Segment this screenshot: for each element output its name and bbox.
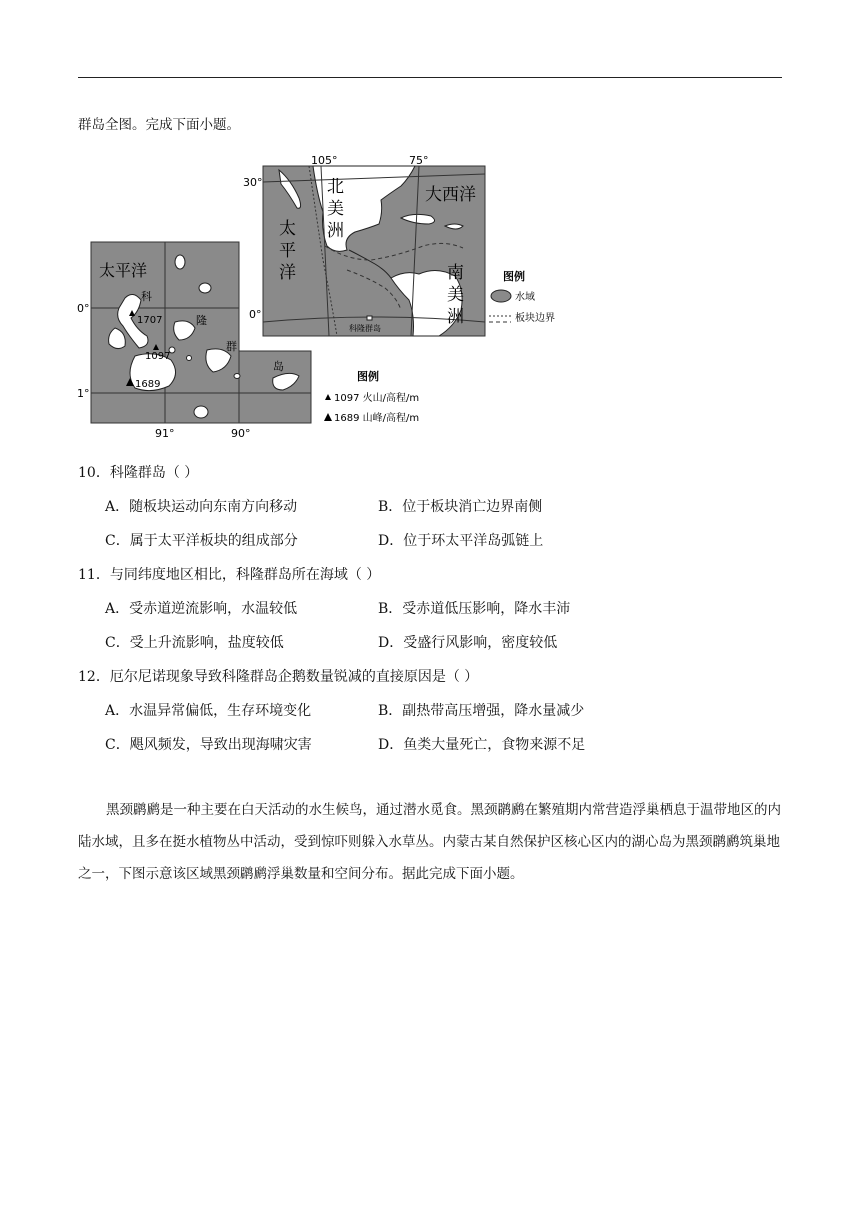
legend-right bbox=[489, 269, 555, 324]
legend-volcano: 1097 火山/高程/m bbox=[334, 393, 420, 404]
question-11: 11．与同纬度地区相比，科隆群岛所在海域（ ） bbox=[78, 567, 381, 583]
q10-option-a: A．随板块运动向东南方向移动 bbox=[105, 499, 298, 515]
q12-option-d: D．鱼类大量死亡，食物来源不足 bbox=[378, 737, 586, 753]
legend-plate: 板块边界 bbox=[515, 313, 555, 324]
q12-option-c: C．飓风频发，导致出现海啸灾害 bbox=[105, 737, 312, 753]
label-sa-3: 洲 bbox=[447, 307, 464, 327]
label-lon-90: 90° bbox=[231, 427, 251, 440]
label-ke: 科 bbox=[141, 290, 152, 303]
label-1097: 1097 bbox=[145, 351, 171, 362]
label-na-2: 美 bbox=[327, 199, 344, 219]
label-lon-75: 75° bbox=[409, 154, 429, 167]
galapagos-map-figure bbox=[77, 150, 565, 440]
label-sa-2: 美 bbox=[447, 285, 464, 305]
intro-text: 群岛全图。完成下面小题。 bbox=[78, 117, 240, 133]
q11-option-a: A．受赤道逆流影响，水温较低 bbox=[105, 601, 298, 617]
passage-paragraph: 黑颈䴙䴘是一种主要在白天活动的水生候鸟，通过潜水觅食。黑颈䴙䴘在繁殖期内常营造浮巢栖息于温带地区的内陆水域，且多在挺水植物丛中活动，受到惊吓则躲入水草丛。内蒙古某自然保护区核心区内的湖心岛为黑颈䴙䴘筑巢地之一，下图示意该区域黑颈䴙䴘浮巢数量和空间分布。据此完成下面小题。 bbox=[78, 802, 781, 882]
header-rule bbox=[78, 77, 782, 78]
water-swatch-icon bbox=[491, 290, 511, 302]
label-lon-105: 105° bbox=[311, 154, 338, 167]
q11-option-d: D．受盛行风影响，密度较低 bbox=[378, 635, 558, 651]
label-qun: 群 bbox=[226, 340, 237, 353]
legend-left-title: 图例 bbox=[357, 370, 379, 383]
q10-option-d: D．位于环太平洋岛弧链上 bbox=[378, 533, 544, 549]
label-pac-1: 太 bbox=[279, 219, 296, 239]
legend-left bbox=[324, 369, 419, 424]
right-inset-map bbox=[243, 154, 485, 336]
label-long: 隆 bbox=[196, 314, 207, 327]
label-pacific-left: 太平洋 bbox=[99, 261, 148, 280]
q12-option-b: B．副热带高压增强，降水量减少 bbox=[378, 703, 585, 719]
legend-peak: 1689 山峰/高程/m bbox=[334, 413, 420, 424]
peak-icon bbox=[324, 413, 332, 421]
question-12: 12．厄尔尼诺现象导致科隆群岛企鹅数量锐减的直接原因是（ ） bbox=[78, 669, 479, 685]
question-10: 10．科隆群岛（ ） bbox=[78, 465, 199, 481]
q12-option-a: A．水温异常偏低，生存环境变化 bbox=[105, 703, 312, 719]
label-1707: 1707 bbox=[137, 315, 163, 326]
label-sa-1: 南 bbox=[447, 263, 464, 283]
label-pac-2: 平 bbox=[279, 241, 296, 261]
label-lon-91: 91° bbox=[155, 427, 175, 440]
label-lat-0-left: 0° bbox=[77, 302, 90, 315]
legend-right-title: 图例 bbox=[503, 270, 525, 283]
label-1689: 1689 bbox=[135, 379, 161, 390]
q10-option-c: C．属于太平洋板块的组成部分 bbox=[105, 533, 298, 549]
label-pac-3: 洋 bbox=[279, 263, 296, 283]
label-islands-small: 科隆群岛 bbox=[349, 324, 381, 333]
legend-water: 水域 bbox=[515, 292, 535, 303]
label-lat-1: 1° bbox=[77, 387, 90, 400]
label-atlantic: 大西洋 bbox=[425, 185, 476, 205]
q10-option-b: B．位于板块消亡边界南侧 bbox=[378, 499, 543, 515]
volcano-icon bbox=[325, 394, 331, 400]
label-lat-0-right: 0° bbox=[249, 308, 262, 321]
q11-option-c: C．受上升流影响，盐度较低 bbox=[105, 635, 284, 651]
label-dao: 岛 bbox=[273, 360, 284, 373]
q11-option-b: B．受赤道低压影响，降水丰沛 bbox=[378, 601, 571, 617]
label-na-1: 北 bbox=[327, 177, 344, 197]
label-lat-30: 30° bbox=[243, 176, 263, 189]
label-na-3: 洲 bbox=[327, 221, 344, 241]
